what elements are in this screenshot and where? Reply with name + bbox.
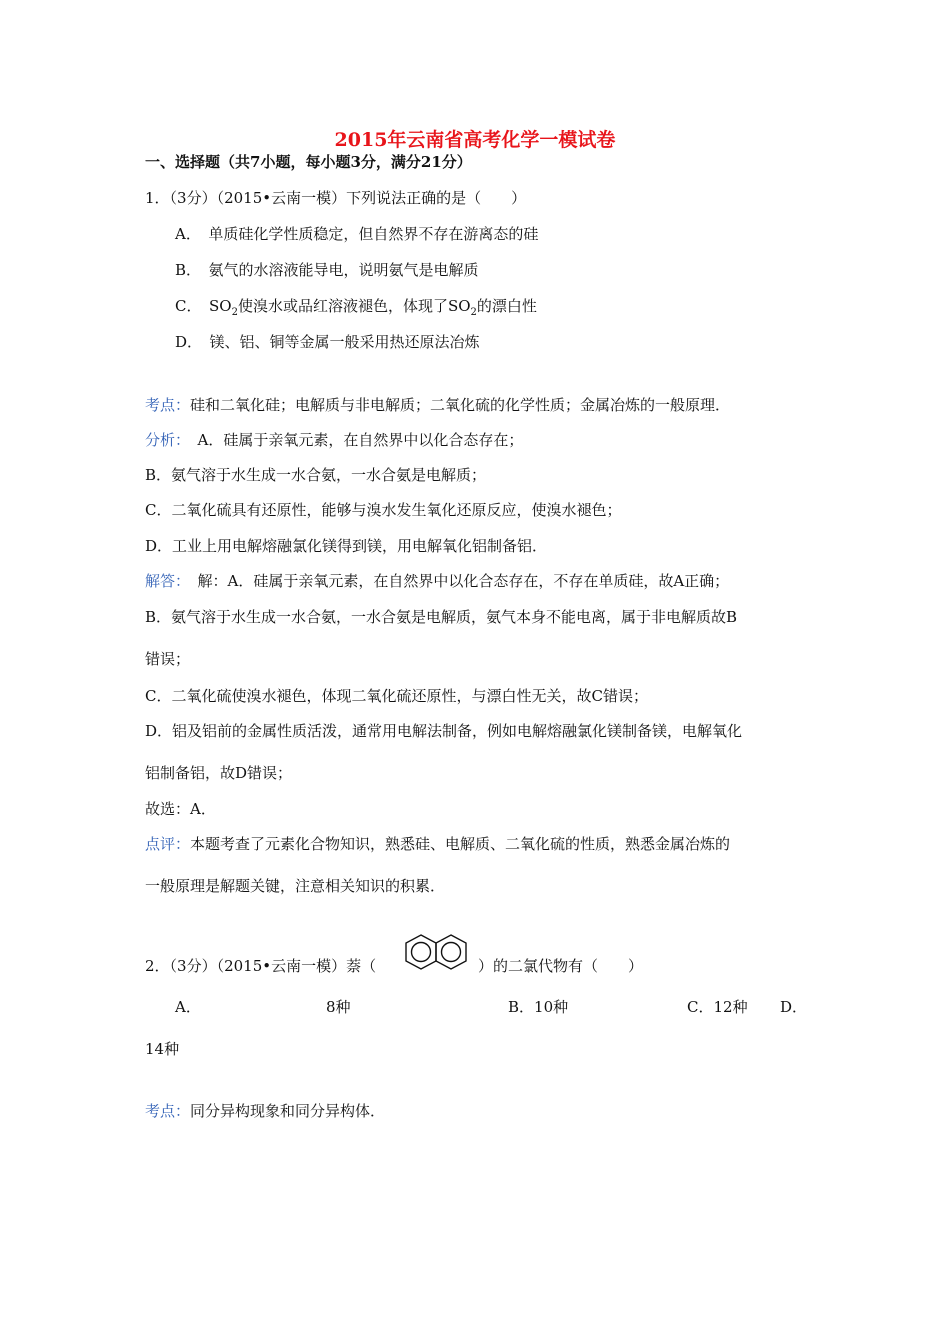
jieda-label: 解答： [145,572,183,590]
q1-fenxi-line4: D．工业上用电解熔融氯化镁得到镁，用电解氧化铝制备铝． [145,537,548,555]
dianping-text: 本题考查了元素化合物知识，熟悉硅、电解质、二氧化硫的性质，熟悉金属冶炼的 [190,835,731,853]
kaodian-text: 硅和二氧化硅；电解质与非电解质；二氧化硫的化学性质；金属冶炼的一般原理． [190,396,731,414]
q2-option-b: B．10种 [508,998,569,1016]
q1-dianping-line2: 一般原理是解题关键，注意相关知识的积累． [145,877,446,895]
q1-option-c [175,296,537,316]
fenxi-text: A．硅属于亲氧元素，在自然界中以化合态存在； [182,431,524,449]
q1-option-c-text2: 使溴水或品红溶液褪色，体现了SO [237,297,471,315]
jieda-text: 解：A．硅属于亲氧元素，在自然界中以化合态存在，不存在单质硅，故A正确； [182,572,730,590]
kaodian-text: 同分异构现象和同分异构体． [190,1102,386,1120]
q2-option-d-value: 14种 [145,1040,180,1058]
q1-kaodian [145,395,730,415]
naphthalene-structure-icon [403,932,477,976]
page-title: 2015年云南省高考化学一模试卷 [334,129,616,151]
kaodian-label: 考点： [145,1102,191,1120]
q1-option-a: A． 单质硅化学性质稳定，但自然界不存在游离态的硅 [175,225,539,243]
q1-jieda-line7: 故选：A． [145,800,216,818]
subscript: 2 [231,307,238,318]
q1-jieda-line6: 铝制备铝，故D错误； [145,764,293,782]
section-heading: 一、选择题（共7小题，每小题3分，满分21分） [145,153,472,171]
q1-jieda [145,571,729,591]
q1-fenxi-line2: B．氨气溶于水生成一水合氨，一水合氨是电解质； [145,466,487,484]
q1-jieda-line3: 错误； [145,650,191,668]
q2-option-a-value: 8种 [326,998,351,1016]
q1-stem: 1．（3分）（2015•云南一模）下列说法正确的是（ ） [145,189,527,207]
q2-kaodian [145,1101,385,1121]
q1-option-d: D． 镁、铝、铜等金属一般采用热还原法冶炼 [175,333,480,351]
q1-fenxi [145,430,523,450]
q2-option-a-label: A． [175,998,201,1016]
q2-option-c: C．12种 [687,998,748,1016]
q1-option-c-text3: 的漂白性 [476,297,537,315]
q1-jieda-line5: D．铝及铝前的金属性质活泼，通常用电解法制备，例如电解熔融氯化镁制备镁，电解氧化 [145,722,743,740]
kaodian-label: 考点： [145,396,191,414]
q2-stem-post: ）的二氯代物有（ ） [478,957,644,975]
q2-option-d-label: D． [780,998,808,1016]
q1-dianping [145,834,730,854]
q1-jieda-line2: B．氨气溶于水生成一水合氨，一水合氨是电解质，氨气本身不能电离，属于非电解质故B [145,608,738,626]
subscript: 2 [470,307,477,318]
fenxi-label: 分析： [145,431,183,449]
q1-option-c-text1: C． SO [175,297,232,315]
q2-stem-pre: 2．（3分）（2015•云南一模）萘（ [145,957,377,975]
q1-option-b: B． 氨气的水溶液能导电，说明氨气是电解质 [175,261,479,279]
q1-jieda-line4: C．二氧化硫使溴水褪色，体现二氧化硫还原性，与漂白性无关，故C错误； [145,687,648,705]
dianping-label: 点评： [145,835,191,853]
q1-fenxi-line3: C．二氧化硫具有还原性，能够与溴水发生氧化还原反应，使溴水褪色； [145,501,622,519]
